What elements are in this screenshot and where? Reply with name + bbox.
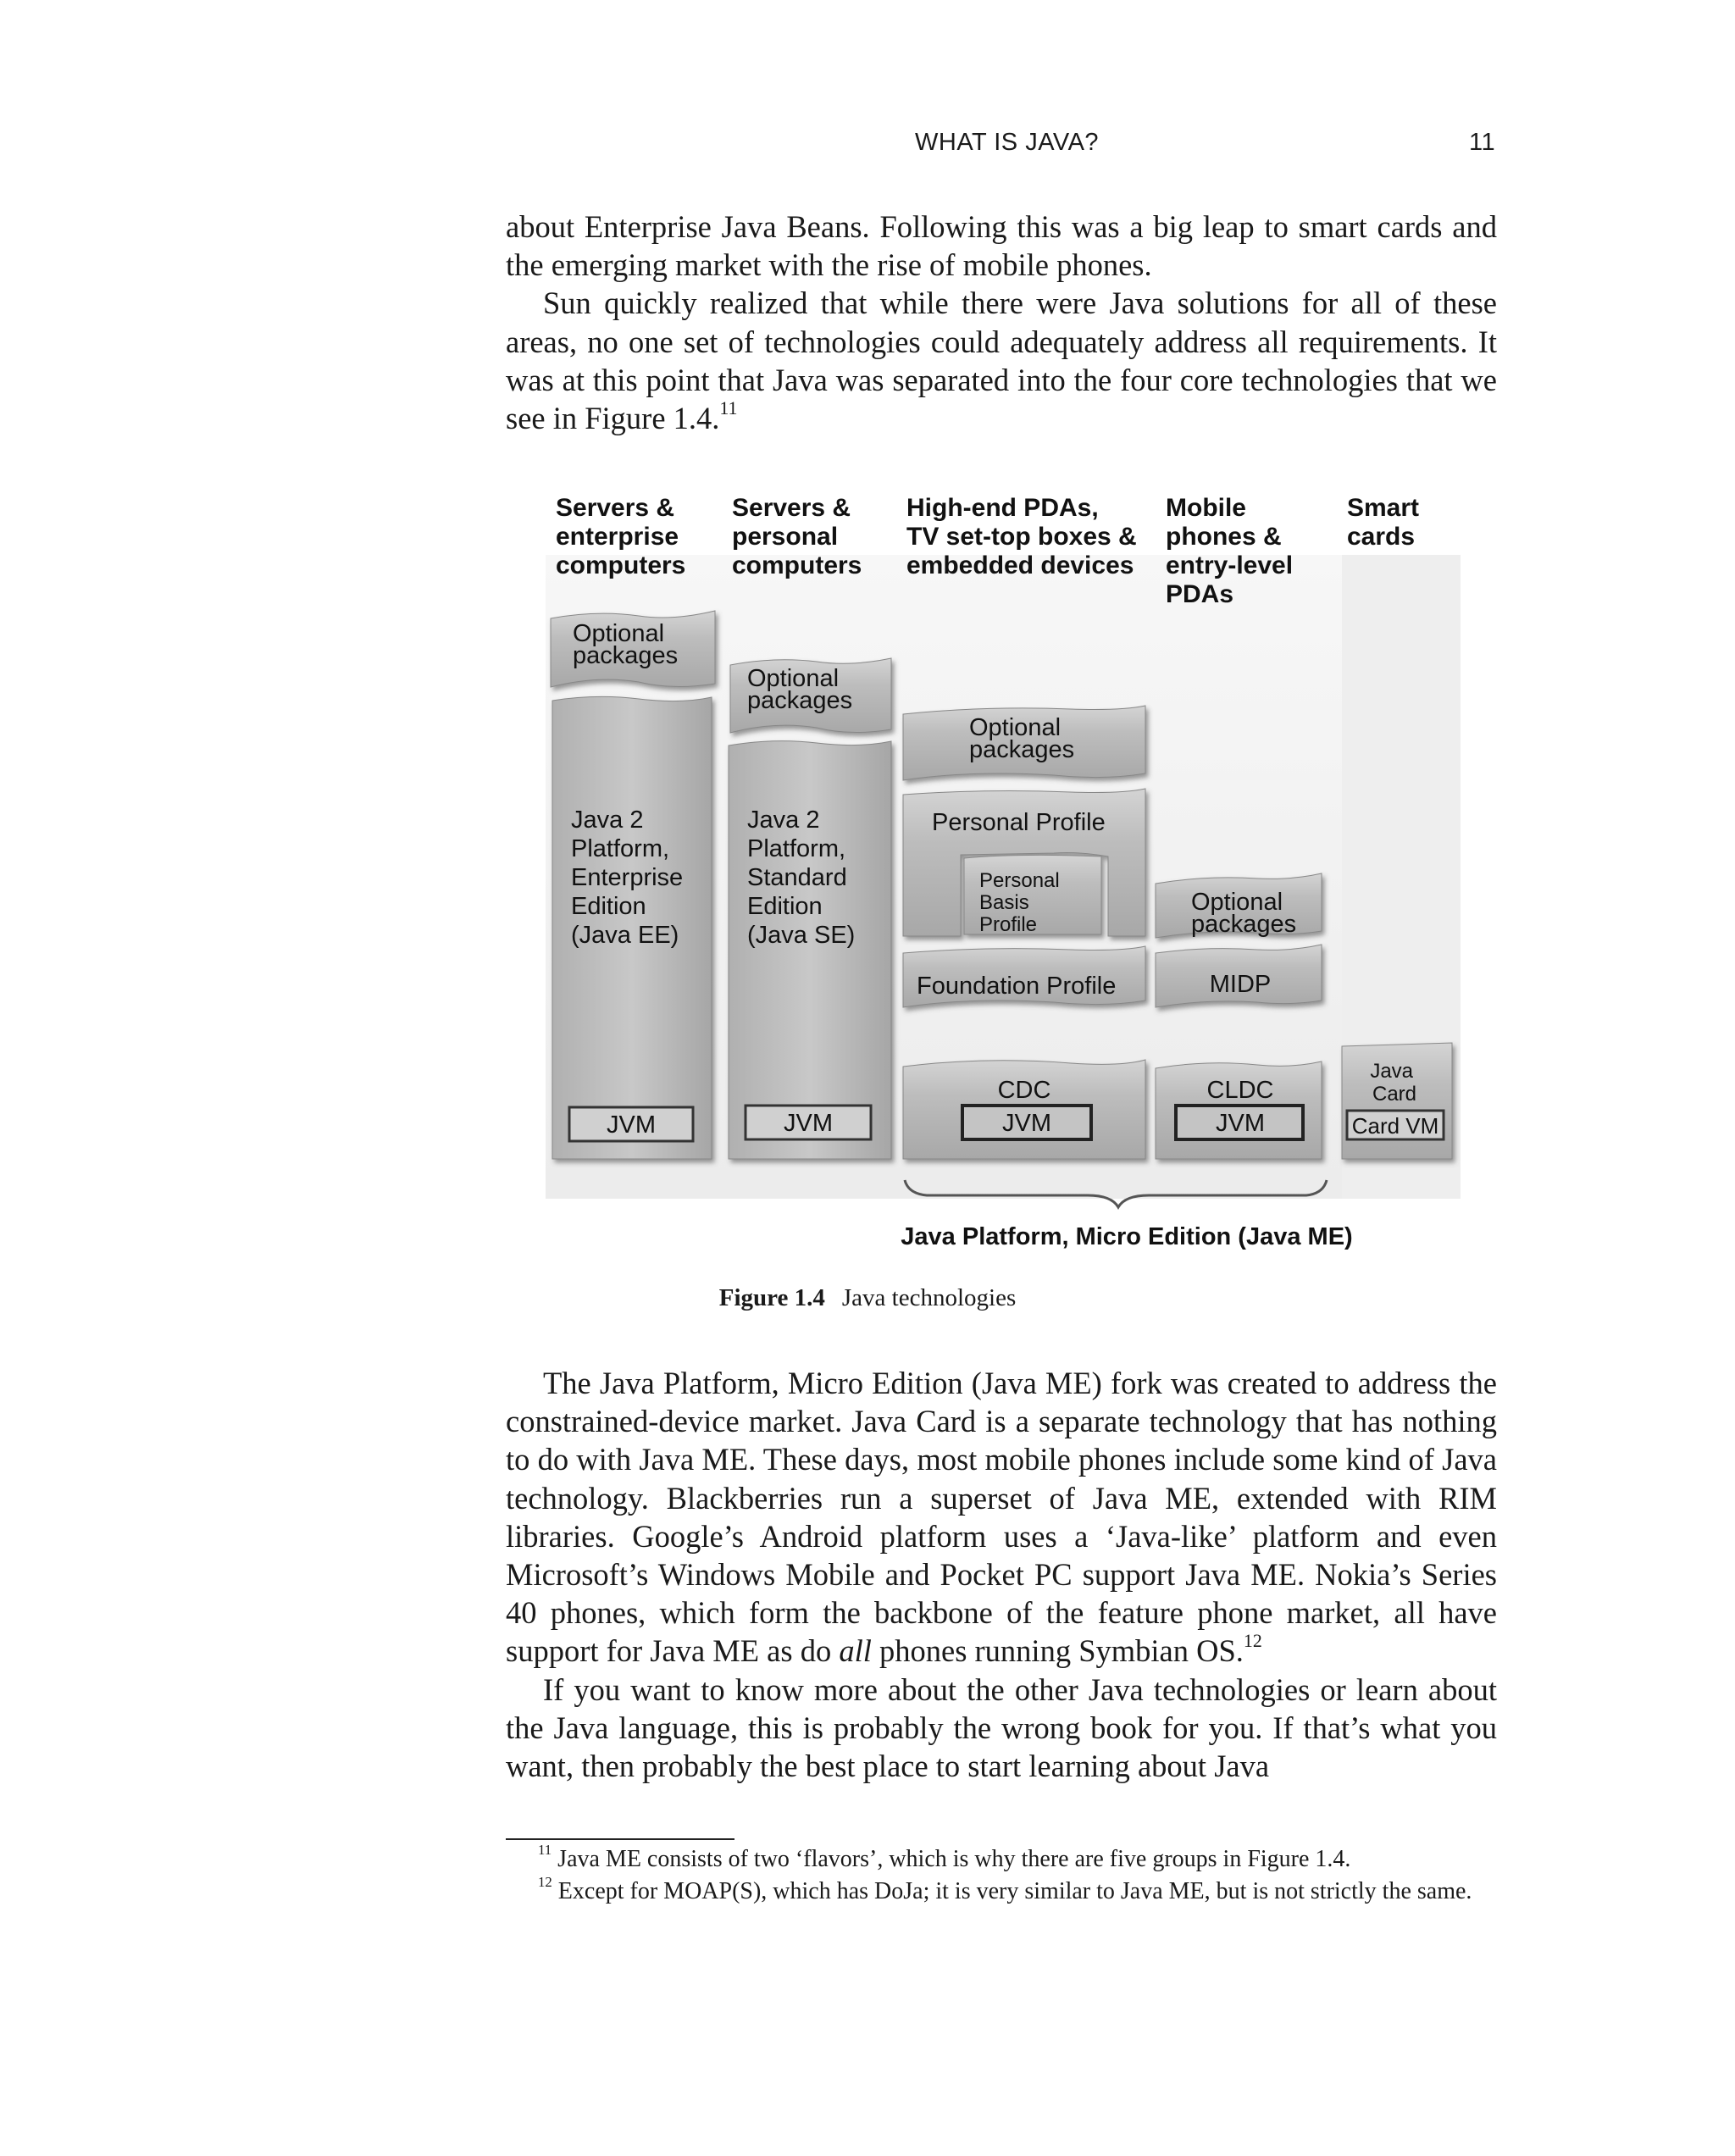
cdc-label: CDC: [997, 1077, 1051, 1104]
jvm-label: JVM: [784, 1110, 833, 1137]
java-card-label: Java Card: [1370, 1060, 1417, 1106]
jvm-label: JVM: [607, 1111, 656, 1139]
footnotes: [506, 1843, 1497, 1908]
category-servers-personal: Servers & personal computers: [732, 494, 862, 579]
card-vm-label: Card VM: [1351, 1113, 1439, 1139]
foundation-profile-label: Foundation Profile: [917, 973, 1117, 1000]
optional-packages-cdc: Optional packages: [969, 714, 1075, 763]
footnote-ref: 12: [1243, 1630, 1262, 1652]
caption-label: Figure 1.4: [718, 1284, 825, 1311]
paragraph: The Java Platform, Micro Edition (Java ME) fork was created to address the constrained-device market. Java Card is a separate technology that has nothing to do with Java ME. These days, most mobile phones include some kind of Java technology. Blackberries run a superset of Java ME, extended with RIM libraries. Google’s Android platform uses a ‘Java-like’ platform and even Microsoft’s Windows Mobile and Pocket PC support Java ME. Nokia’s Series 40 phones, which form the backbone of the feature phone market, all have support for Java ME as do all phones running Symbian OS.$^{12}$: [506, 1366, 1497, 1669]
optional-packages-se: Optional packages: [747, 665, 853, 714]
personal-basis-profile-label: Personal Basis Profile: [979, 869, 1060, 936]
page-number: 11: [1469, 129, 1496, 156]
paragraph: Sun quickly realized that while there were Java solutions for all of these areas, no one set of technologies could adequately address all requirements. It was at this point that Java was separated into the four core technologies that we see in Figure 1.4.11: [506, 285, 1497, 436]
footnote-rule: [506, 1838, 734, 1840]
micro-edition-label: Java Platform, Micro Edition (Java ME): [901, 1223, 1353, 1250]
category-mobile-phones: Mobile phones & entry-level PDAs: [1166, 494, 1294, 608]
java-ee-label: Java 2 Platform, Enterprise Edition (Java EE): [571, 806, 684, 949]
figure-java-technologies: [546, 487, 1461, 1254]
optional-packages-cldc: Optional packages: [1191, 889, 1297, 938]
paragraph: If you want to know more about the other Java technologies or learn about the Java language, this is probably the wrong book for you. If that’s what you want, then probably the best place to start learning about Java: [506, 1671, 1497, 1784]
category-servers-enterprise: Servers & enterprise computers: [556, 494, 686, 579]
java-se-label: Java 2 Platform, Standard Edition (Java SE): [747, 806, 856, 949]
bottom-text: [506, 1364, 1497, 1785]
top-text: [506, 208, 1497, 437]
paragraph: about Enterprise Java Beans. Following this was a big leap to smart cards and the emerging market with the rise of mobile phones.: [506, 209, 1497, 283]
personal-profile-label: Personal Profile: [932, 809, 1106, 836]
cldc-label: CLDC: [1206, 1077, 1274, 1104]
jvm-label: JVM: [1216, 1110, 1265, 1137]
category-high-end-pdas: High-end PDAs, TV set-top boxes & embedded devices: [906, 494, 1137, 579]
category-smart-cards: Smart cards: [1347, 494, 1420, 551]
running-title: WHAT IS JAVA?: [915, 129, 1100, 156]
footnote-ref: 11: [719, 396, 738, 418]
jvm-label: JVM: [1002, 1110, 1051, 1137]
midp-label: MIDP: [1209, 971, 1272, 998]
caption-text: Java technologies: [841, 1284, 1017, 1311]
footnote: $^{11}$ Java ME consists of two ‘flavors’, which is why there are five groups in Figure 1.4.: [538, 1841, 1351, 1872]
optional-packages-ee: Optional packages: [573, 620, 679, 669]
footnote: $^{12}$ Except for MOAP(S), which has DoJa; it is very similar to Java ME, but is not strictly the same.: [538, 1873, 1472, 1904]
figure-caption: [0, 1284, 1735, 1312]
